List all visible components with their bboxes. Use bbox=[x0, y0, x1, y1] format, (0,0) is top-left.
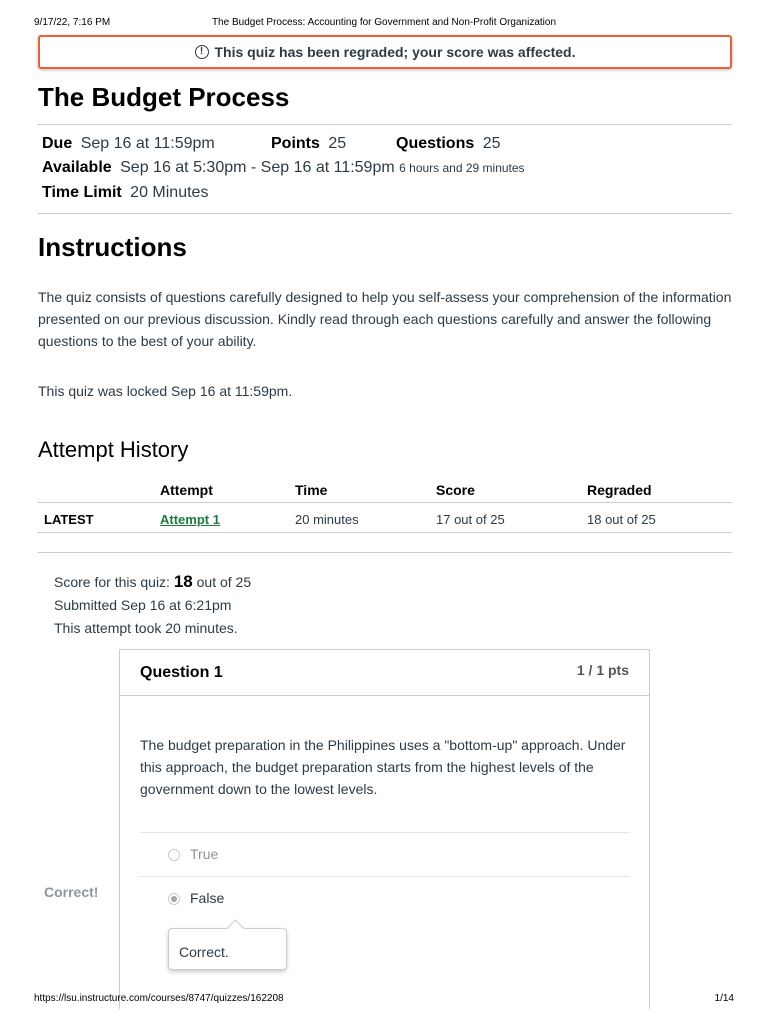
time-limit-meta bbox=[42, 184, 208, 202]
due-label: Due bbox=[42, 135, 73, 152]
divider bbox=[38, 213, 732, 214]
page-number: 1/14 bbox=[714, 993, 734, 1004]
question-card bbox=[119, 649, 650, 1009]
points-label: Points bbox=[271, 135, 320, 152]
divider bbox=[38, 552, 732, 553]
page-title: The Budget Process bbox=[38, 82, 290, 112]
questions-meta bbox=[396, 135, 500, 153]
print-footer bbox=[0, 993, 768, 1007]
locked-notice: This quiz was locked Sep 16 at 11:59pm. bbox=[38, 383, 293, 399]
attempt-1-link[interactable]: Attempt 1 bbox=[160, 512, 220, 527]
table-row bbox=[38, 503, 732, 533]
answer-feedback: Correct. bbox=[168, 928, 287, 970]
due-value: Sep 16 at 11:59pm bbox=[80, 135, 215, 152]
questions-label: Questions bbox=[396, 135, 475, 152]
instructions-body: The quiz consists of questions carefully designed to help you self-assess your comprehension of the information presented on our previous discussion. Kindly read through each questions carefully and answer the following questions to the best of your ability. bbox=[38, 289, 732, 349]
column-header: Time bbox=[295, 482, 328, 498]
regrade-alert-text: This quiz has been regraded; your score was affected. bbox=[214, 44, 576, 60]
exclamation-circle-icon: ! bbox=[195, 45, 209, 59]
correct-flag: Correct! bbox=[44, 884, 99, 900]
question-points: 1 / 1 pts bbox=[576, 662, 629, 678]
time-limit-label: Time Limit bbox=[42, 184, 122, 201]
available-meta bbox=[42, 159, 525, 177]
attempt-history-table bbox=[38, 478, 732, 533]
radio-button-selected[interactable] bbox=[168, 893, 180, 905]
points-value: 25 bbox=[328, 135, 347, 152]
print-header bbox=[0, 17, 768, 31]
answer-label: False bbox=[190, 890, 225, 906]
attempt-regraded: 18 out of 25 bbox=[587, 512, 656, 527]
regrade-alert bbox=[38, 35, 732, 69]
instructions-heading: Instructions bbox=[38, 232, 187, 262]
time-limit-value: 20 Minutes bbox=[130, 184, 209, 201]
page-url: https://lsu.instructure.com/courses/8747/quizzes/162208 bbox=[34, 993, 284, 1004]
question-title: Question 1 bbox=[140, 664, 223, 681]
score-summary bbox=[54, 572, 251, 592]
points-meta bbox=[271, 135, 346, 153]
score-label: Score for this quiz: bbox=[54, 574, 170, 590]
latest-label: LATEST bbox=[44, 512, 94, 527]
print-date: 9/17/22, 7:16 PM bbox=[34, 17, 111, 28]
answer-option[interactable] bbox=[140, 832, 630, 876]
available-label: Available bbox=[42, 159, 112, 176]
radio-button[interactable] bbox=[168, 849, 180, 861]
quiz-meta-row-1 bbox=[42, 135, 215, 153]
column-header: Attempt bbox=[160, 482, 213, 498]
answer-option[interactable] bbox=[140, 876, 630, 920]
table-header bbox=[38, 478, 732, 503]
attempt-score: 17 out of 25 bbox=[436, 512, 505, 527]
column-header: Score bbox=[436, 482, 475, 498]
attempt-duration: This attempt took 20 minutes. bbox=[54, 620, 238, 636]
attempt-time: 20 minutes bbox=[295, 512, 359, 527]
attempt-history-heading: Attempt History bbox=[38, 437, 189, 462]
available-duration: 6 hours and 29 minutes bbox=[399, 161, 525, 175]
print-document-title: The Budget Process: Accounting for Government and Non-Profit Organization bbox=[211, 17, 557, 28]
question-text: The budget preparation in the Philippines uses a "bottom-up" approach. Under this approach, the budget preparation starts from the highest levels of the government down to the lowest levels. bbox=[140, 737, 626, 797]
score-value: 18 bbox=[173, 572, 193, 591]
column-header: Regraded bbox=[587, 482, 652, 498]
divider bbox=[38, 124, 732, 125]
submitted-time: Submitted Sep 16 at 6:21pm bbox=[54, 597, 232, 613]
answer-label: True bbox=[190, 846, 219, 862]
score-out-of: out of 25 bbox=[196, 574, 252, 590]
available-value: Sep 16 at 5:30pm - Sep 16 at 11:59pm bbox=[120, 159, 395, 176]
question-header bbox=[120, 650, 649, 696]
questions-value: 25 bbox=[482, 135, 501, 152]
